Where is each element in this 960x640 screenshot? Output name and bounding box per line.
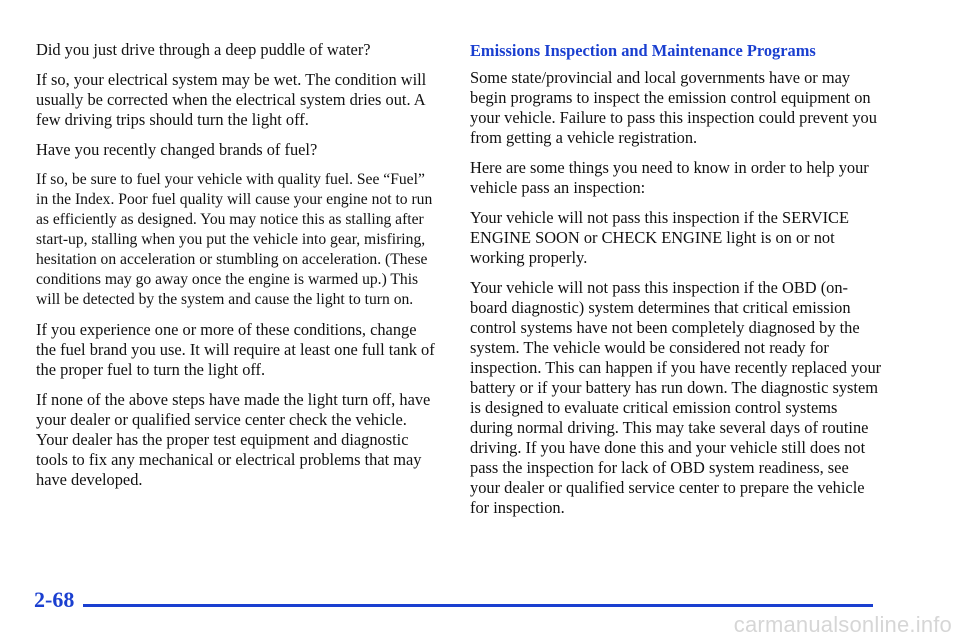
- right-column: [470, 40, 882, 528]
- footer-rule: [83, 604, 873, 607]
- paragraph-fuel-question: Have you recently changed brands of fuel?: [36, 140, 318, 159]
- left-column: [36, 40, 440, 500]
- section-heading-emissions: Emissions Inspection and Maintenance Programs: [470, 41, 816, 60]
- paragraph-puddle-question: Did you just drive through a deep puddle of water?: [36, 40, 371, 59]
- paragraph-fuel-quality: If so, be sure to fuel your vehicle with quality fuel. See “Fuel” in the Index. Poor fuel quality will cause your engine not to run as efficiently as designed. You may notice this as stalling after start‐up, stalling when you put the vehicle into gear, misfiring, hesitation on acceleration or stumbling on acceleration. (These conditions may go away once the engine is warmed up.) This will be detected by the system and cause the light to turn on.: [36, 171, 433, 308]
- paragraph-things-to-know: Here are some things you need to know in order to help your vehicle pass an inspection:: [470, 158, 869, 197]
- paragraph-dealer-check: If none of the above steps have made the light turn off, have your dealer or qualified service center check the vehicle. Your dealer has the proper test equipment and diagnostic tools to fix any mechanical or electrical problems that may have developed.: [36, 390, 431, 489]
- paragraph-change-fuel-brand: If you experience one or more of these conditions, change the fuel brand you use. It will require at least one full tank of the proper fuel to turn the light off.: [36, 320, 435, 379]
- watermark: carmanualsonline.info: [733, 612, 952, 637]
- paragraph-service-engine-light: Your vehicle will not pass this inspection if the SERVICE ENGINE SOON or CHECK ENGINE light is on or not working properly.: [470, 208, 849, 267]
- paragraph-electrical-wet: If so, your electrical system may be wet. The condition will usually be corrected when the electrical system dries out. A few driving trips should turn the light off.: [36, 70, 427, 129]
- paragraph-obd-readiness: Your vehicle will not pass this inspection if the OBD (on‐board diagnostic) system determines that critical emission control systems have not been completely diagnosed by the system. The vehicle would be considered not ready for inspection. This can happen if you have recently replaced your battery or if your battery has run down. The diagnostic system is designed to evaluate critical emission control systems during normal driving. This may take several days of routine driving. If you have done this and your vehicle still does not pass the inspection for lack of OBD system readiness, see your dealer or qualified service center to prepare the vehicle for inspection.: [470, 278, 882, 517]
- page-number: 2-68: [34, 587, 75, 612]
- paragraph-inspection-programs: Some state/provincial and local governments have or may begin programs to inspect the emission control equipment on your vehicle. Failure to pass this inspection could prevent you from getting a vehicle registration.: [470, 68, 877, 147]
